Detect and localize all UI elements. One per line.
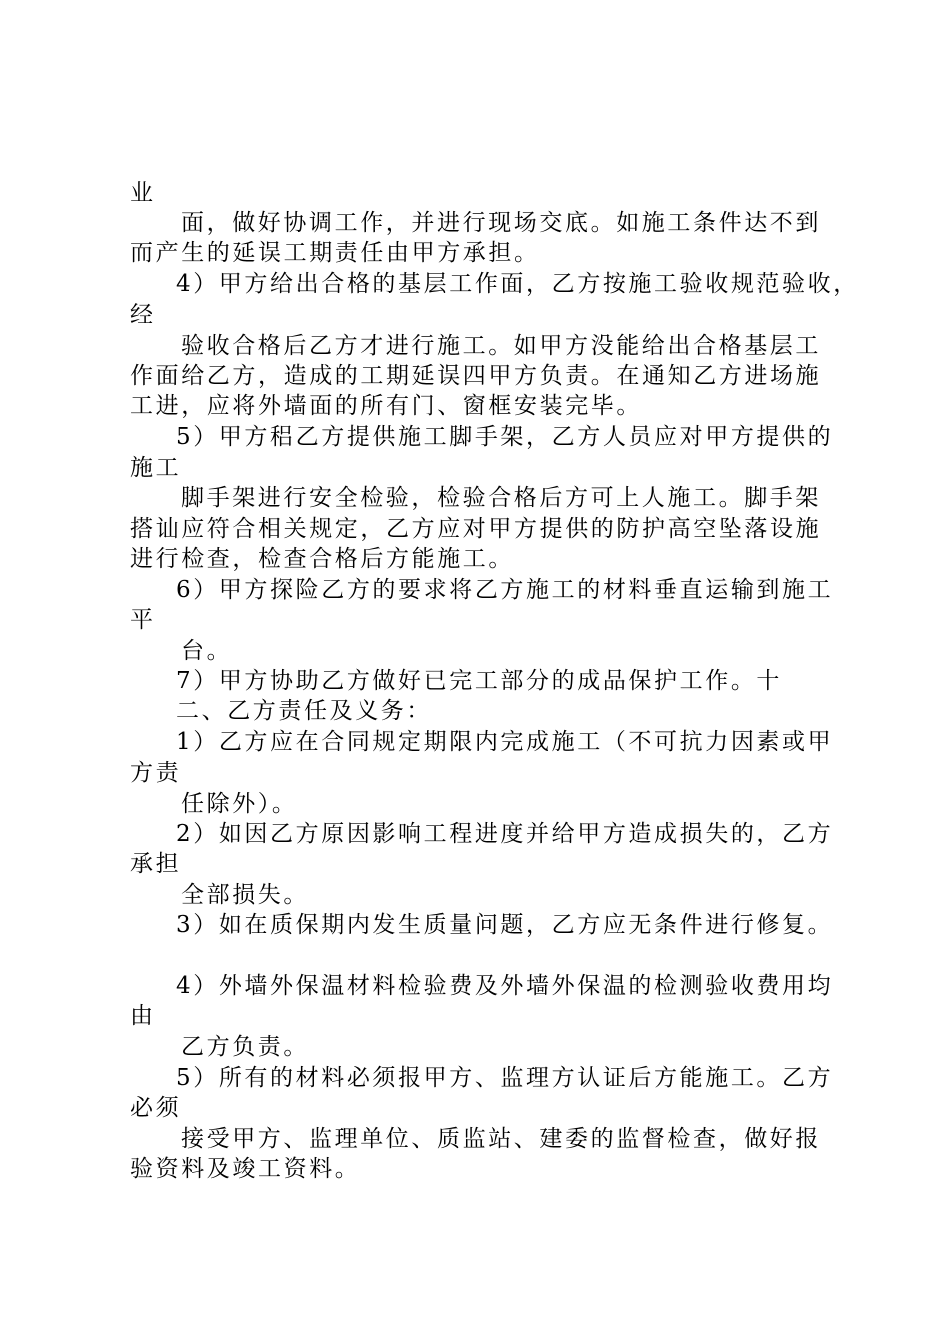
text-line: 7）甲方协助乙方做好已完工部分的成品保护工作。十 (176, 668, 783, 694)
text-line: 1）乙方应在合同规定期限内完成施工（不可抗力因素或甲 (176, 729, 834, 755)
text-line: 作面给乙方，造成的工期延误四甲方负责。在通知乙方进场施 (130, 363, 822, 389)
text-line: 经 (130, 302, 156, 328)
text-line: 乙方负责。 (181, 1034, 309, 1060)
text-line: 5）所有的材料必须报甲方、监理方认证后方能施工。乙方 (176, 1065, 834, 1091)
text-line: 6）甲方探险乙方的要求将乙方施工的材料垂直运输到施工 (176, 577, 834, 603)
text-line: 验收合格后乙方才进行施工。如甲方没能给出合格基层工 (181, 333, 821, 359)
text-line: 5）甲方稆乙方提供施工脚手架，乙方人员应对甲方提供的 (176, 424, 834, 450)
text-line: 4）外墙外保温材料检验费及外墙外保温的检测验收费用均 (176, 973, 834, 999)
text-line: 而产生的延误工期责任由甲方承担。 (130, 240, 540, 266)
text-line: 2）如因乙方原因影响工程进度并给甲方造成损失的，乙方 (176, 821, 834, 847)
text-line: 4）甲方给出合格的基层工作面，乙方按施工验收规范验收， (176, 271, 859, 297)
text-line: 工进，应将外墙面的所有门、窗框安装完毕。 (130, 393, 642, 419)
text-line: 验资料及竣工资料。 (130, 1156, 361, 1182)
text-line: 任除外）。 (181, 791, 298, 817)
text-line: 由 (130, 1003, 156, 1029)
text-line: 面，做好协调工作，并进行现场交底。如施工条件达不到 (181, 210, 821, 236)
text-line: 业 (130, 180, 156, 206)
text-line: 3）如在质保期内发生质量问题，乙方应无条件进行修复。 (176, 912, 834, 938)
text-line: 承担 (130, 851, 182, 877)
text-line: 脚手架进行安全检验，检验合格后方可上人施工。脚手架 (181, 485, 821, 511)
text-line: 二、乙方责任及义务： (176, 698, 432, 724)
text-line: 必须 (130, 1095, 182, 1121)
text-line: 接受甲方、监理单位、质监站、建委的监督检查，做好报 (181, 1126, 821, 1152)
text-line: 施工 (130, 455, 182, 481)
text-line: 进行检查，检查合格后方能施工。 (130, 546, 514, 572)
text-line: 全部损失。 (181, 882, 309, 908)
text-line: 平 (130, 607, 156, 633)
text-line: 台。 (181, 638, 233, 664)
text-line: 方责 (130, 760, 182, 786)
text-line: 搭讪应符合相关规定，乙方应对甲方提供的防护高空坠落设施 (130, 516, 822, 542)
